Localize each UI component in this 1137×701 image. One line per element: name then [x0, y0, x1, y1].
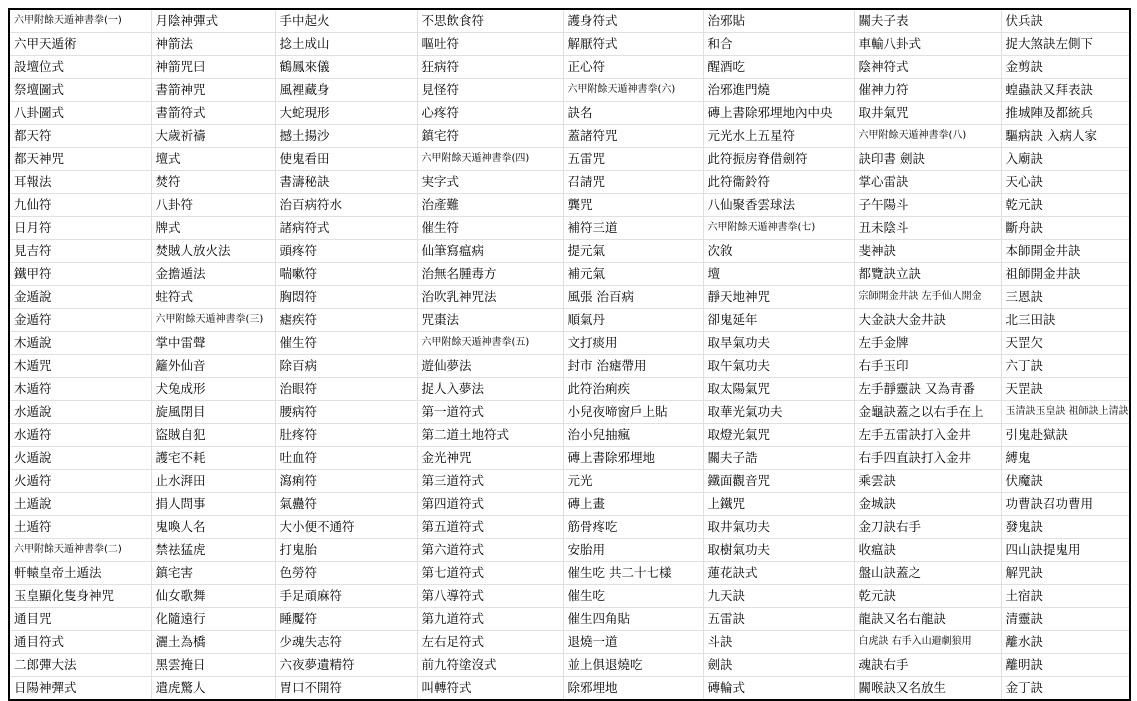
table-row — [9, 654, 1130, 677]
table-row — [9, 493, 1130, 516]
table-cell[interactable]: 治百病符水 — [275, 194, 417, 217]
table-cell[interactable]: 蓮花訣式 — [703, 562, 854, 585]
table-body — [9, 9, 1130, 700]
table-cell[interactable]: 安胎用 — [563, 539, 703, 562]
table-cell[interactable]: 咒棗法 — [417, 309, 563, 332]
table-cell[interactable]: 風裡藏身 — [275, 79, 417, 102]
table-cell[interactable]: 天罡欠 — [1001, 332, 1130, 355]
table-cell[interactable]: 除百病 — [275, 355, 417, 378]
table-cell[interactable]: 磚上書除邪埋地 — [563, 447, 703, 470]
table-cell[interactable]: 第三道符式 — [417, 470, 563, 493]
table-cell[interactable]: 金剪訣 — [1001, 56, 1130, 79]
table-cell[interactable]: 取井氣咒 — [854, 102, 1001, 125]
table-cell[interactable]: 解厭符式 — [563, 33, 703, 56]
table-cell[interactable]: 伏魔訣 — [1001, 470, 1130, 493]
table-cell[interactable]: 胸悶符 — [275, 286, 417, 309]
table-cell[interactable]: 右手玉印 — [854, 355, 1001, 378]
table-cell[interactable]: 第二道土地符式 — [417, 424, 563, 447]
table-cell[interactable]: 三恩訣 — [1001, 286, 1130, 309]
table-cell[interactable]: 磚上書除邪埋地內中央 — [703, 102, 854, 125]
table-cell[interactable]: 磚輪式 — [703, 677, 854, 701]
table-cell[interactable]: 退燒一道 — [563, 631, 703, 654]
table-cell[interactable]: 八仙聚香雲球法 — [703, 194, 854, 217]
table-cell[interactable]: 元光 — [563, 470, 703, 493]
table-cell[interactable]: 縛鬼 — [1001, 447, 1130, 470]
table-cell[interactable]: 金丁訣 — [1005, 680, 1044, 695]
table-cell[interactable]: 書箭符式 — [151, 102, 275, 125]
table-cell[interactable]: 筋骨疼吃 — [563, 516, 703, 539]
table-cell[interactable]: 軒轅皇帝土遁法 — [9, 562, 151, 585]
table-cell[interactable]: 祖師開金井訣 — [1001, 263, 1130, 286]
table-cell[interactable]: 大金訣大金井訣 — [854, 309, 1001, 332]
table-cell[interactable]: 土遁說 — [9, 493, 151, 516]
table-cell[interactable]: 斐神訣 — [854, 240, 1001, 263]
table-cell[interactable]: 六甲附餘天遁神書拳(三) — [151, 309, 275, 332]
table-cell[interactable]: 治眼符 — [275, 378, 417, 401]
table-row — [9, 125, 1130, 148]
table-cell[interactable]: 九仙符 — [9, 194, 151, 217]
table-cell[interactable]: 掌中雷聲 — [151, 332, 275, 355]
table-cell[interactable]: 除邪埋地 — [563, 677, 703, 701]
table-cell[interactable]: 掌心雷訣 — [854, 171, 1001, 194]
table-cell[interactable]: 離明訣 — [1001, 654, 1130, 677]
table-cell[interactable]: 諸病符式 — [275, 217, 417, 240]
table-cell[interactable]: 車輸八卦式 — [854, 33, 1001, 56]
table-cell[interactable]: 和合 — [703, 33, 854, 56]
table-cell[interactable]: 喘嗽符 — [275, 263, 417, 286]
table-cell[interactable]: 嘔吐符 — [417, 33, 563, 56]
table-cell[interactable]: 六夜夢遺精符 — [275, 654, 417, 677]
table-cell[interactable]: 四山訣提鬼用 — [1001, 539, 1130, 562]
table-cell[interactable]: 左右足符式 — [417, 631, 563, 654]
table-cell[interactable]: 二郎彈大法 — [9, 654, 151, 677]
table-cell[interactable]: 火遁說 — [9, 447, 151, 470]
table-cell[interactable]: 關夫子誥 — [703, 447, 854, 470]
table-row — [9, 309, 1130, 332]
table-row — [9, 171, 1130, 194]
table-cell[interactable]: 提元氣 — [563, 240, 703, 263]
table-cell[interactable]: 土宿訣 — [1001, 585, 1130, 608]
table-row — [9, 539, 1130, 562]
table-cell[interactable]: 捉人入夢法 — [417, 378, 563, 401]
table-cell[interactable]: 召請咒 — [563, 171, 703, 194]
table-row — [9, 79, 1130, 102]
table-cell[interactable]: 治小兒抽瘋 — [563, 424, 703, 447]
table-cell[interactable]: 魂訣右手 — [854, 654, 1001, 677]
table-cell[interactable]: 木遁符 — [9, 378, 151, 401]
table-cell[interactable]: 此符振房脊借劍符 — [703, 148, 854, 171]
table-cell[interactable]: 斷舟訣 — [1001, 217, 1130, 240]
table-row — [9, 240, 1130, 263]
table-cell[interactable]: 清靈訣 — [1001, 608, 1130, 631]
table-cell[interactable]: 手中起火 — [275, 9, 417, 33]
table-cell[interactable]: 頭疼符 — [275, 240, 417, 263]
table-cell[interactable]: 解咒訣 — [1001, 562, 1130, 585]
table-cell[interactable]: 金刀訣右手 — [854, 516, 1001, 539]
table-cell[interactable]: 金城訣 — [854, 493, 1001, 516]
table-cell[interactable]: 祭壇圖式 — [9, 79, 151, 102]
table-cell[interactable]: 設壇位式 — [9, 56, 151, 79]
table-cell[interactable]: 実字式 — [417, 171, 563, 194]
table-cell[interactable]: 斗訣 — [703, 631, 854, 654]
table-cell[interactable]: 六丁訣 — [1001, 355, 1130, 378]
table-cell[interactable]: 乘雲訣 — [854, 470, 1001, 493]
table-cell[interactable]: 八卦符 — [151, 194, 275, 217]
table-cell[interactable]: 催生吃 — [563, 585, 703, 608]
table-row — [9, 562, 1130, 585]
table-cell[interactable]: 取井氣功夫 — [703, 516, 854, 539]
table-cell[interactable]: 乾元訣 — [854, 585, 1001, 608]
table-cell[interactable]: 瘧疾符 — [275, 309, 417, 332]
table-row — [9, 217, 1130, 240]
table-cell[interactable]: 都天符 — [9, 125, 151, 148]
table-cell[interactable]: 醒酒吃 — [703, 56, 854, 79]
table-cell[interactable]: 都天神咒 — [9, 148, 151, 171]
table-cell[interactable]: 吐血符 — [275, 447, 417, 470]
table-cell[interactable]: 取午氣功夫 — [703, 355, 854, 378]
table-cell[interactable]: 少魂失志符 — [275, 631, 417, 654]
table-row — [9, 355, 1130, 378]
table-cell[interactable]: 取太陽氣咒 — [703, 378, 854, 401]
table-cell[interactable]: 大歲祈禱 — [151, 125, 275, 148]
table-cell[interactable]: 前九符塗沒式 — [417, 654, 563, 677]
table-cell[interactable]: 次敘 — [703, 240, 854, 263]
table-cell[interactable]: 推城陣及都統兵 — [1001, 102, 1130, 125]
table-cell[interactable]: 護宅不耗 — [151, 447, 275, 470]
table-cell[interactable]: 通目符式 — [9, 631, 151, 654]
table-cell[interactable]: 治無名腫毒方 — [417, 263, 563, 286]
table-cell[interactable]: 卻鬼延年 — [703, 309, 854, 332]
table-cell[interactable]: 撼土揚沙 — [275, 125, 417, 148]
table-cell[interactable]: 六甲附餘天遁神書拳(五) — [417, 332, 563, 355]
table-cell[interactable]: 八卦圖式 — [9, 102, 151, 125]
table-row — [9, 33, 1130, 56]
table-cell[interactable]: 瀉痢符 — [275, 470, 417, 493]
table-row — [9, 585, 1130, 608]
table-cell[interactable]: 禁祛猛虎 — [151, 539, 275, 562]
table-cell[interactable]: 治邪進門燒 — [703, 79, 854, 102]
table-row — [9, 286, 1130, 309]
table-cell[interactable]: 第八導符式 — [417, 585, 563, 608]
table-cell[interactable]: 九天訣 — [703, 585, 854, 608]
table-cell[interactable]: 五雷訣 — [703, 608, 854, 631]
table-cell[interactable]: 離水訣 — [1001, 631, 1130, 654]
table-cell[interactable]: 取華光氣功夫 — [703, 401, 854, 424]
table-cell[interactable]: 驅病訣 入病人家 — [1001, 125, 1130, 148]
table-cell[interactable]: 見怪符 — [417, 79, 563, 102]
table-cell[interactable]: 盜賊自犯 — [151, 424, 275, 447]
table-row — [9, 608, 1130, 631]
table-cell[interactable]: 宗師開金井訣 左手仙人開金 — [854, 286, 1001, 309]
table-cell[interactable]: 灑土為橋 — [151, 631, 275, 654]
table-cell[interactable]: 催生符 — [417, 217, 563, 240]
table-cell[interactable]: 仙女歌舞 — [151, 585, 275, 608]
table-cell[interactable]: 催神力符 — [854, 79, 1001, 102]
table-row — [9, 447, 1130, 470]
talisman-index-table — [8, 8, 1131, 701]
table-cell[interactable]: 護身符式 — [563, 9, 703, 33]
table-cell[interactable]: 順氣丹 — [563, 309, 703, 332]
table-cell[interactable]: 蓋諸符咒 — [563, 125, 703, 148]
table-cell[interactable]: 金遁說 — [9, 286, 151, 309]
table-cell[interactable]: 收瘟訣 — [854, 539, 1001, 562]
table-cell[interactable]: 北三田訣 — [1001, 309, 1130, 332]
table-cell[interactable]: 六甲天遁術 — [9, 33, 151, 56]
table-cell[interactable]: 月陰神彈式 — [151, 9, 275, 33]
table-row — [9, 194, 1130, 217]
table-cell[interactable]: 劍訣 — [703, 654, 854, 677]
table-cell[interactable]: 文打痰用 — [563, 332, 703, 355]
table-cell[interactable]: 此符衞鈴符 — [703, 171, 854, 194]
table-cell[interactable]: 取旱氣功夫 — [703, 332, 854, 355]
table-cell[interactable]: 神箭法 — [151, 33, 275, 56]
table-cell[interactable]: 打鬼胎 — [275, 539, 417, 562]
table-cell[interactable]: 六甲附餘天遁神書拳(二) — [9, 539, 151, 562]
table-cell[interactable]: 催生四角貼 — [563, 608, 703, 631]
table-cell[interactable]: 催生符 — [275, 332, 417, 355]
table-cell[interactable]: 補元氣 — [563, 263, 703, 286]
table-cell[interactable]: 乾元訣 — [1001, 194, 1130, 217]
table-cell[interactable]: 金龜訣蓋之以右手在上 — [854, 401, 1001, 424]
table-cell[interactable]: 大小便不通符 — [275, 516, 417, 539]
table-row — [9, 516, 1130, 539]
table-cell[interactable]: 籬外仙音 — [151, 355, 275, 378]
table-row — [9, 56, 1130, 79]
table-cell[interactable]: 訣印書 劍訣 — [854, 148, 1001, 171]
table-row — [9, 332, 1130, 355]
table-cell[interactable]: 伏兵訣 — [1001, 9, 1130, 33]
table-cell[interactable]: 色勞符 — [275, 562, 417, 585]
table-cell[interactable]: 止水湃田 — [151, 470, 275, 493]
table-cell[interactable]: 靜天地神咒 — [703, 286, 854, 309]
table-cell[interactable]: 上鐵咒 — [703, 493, 854, 516]
table-cell[interactable]: 天罡訣 — [1001, 378, 1130, 401]
table-cell[interactable]: 捐人問事 — [151, 493, 275, 516]
table-cell[interactable]: 第九道符式 — [417, 608, 563, 631]
table-cell[interactable]: 壇式 — [151, 148, 275, 171]
table-cell[interactable]: 手足頑麻符 — [275, 585, 417, 608]
table-cell[interactable]: 訣名 — [563, 102, 703, 125]
table-cell[interactable]: 黑雲掩日 — [151, 654, 275, 677]
table-cell[interactable]: 天心訣 — [1001, 171, 1130, 194]
table-cell[interactable]: 六甲附餘天遁神書拳(四) — [417, 148, 563, 171]
table-cell[interactable]: 胃口不開符 — [275, 677, 417, 701]
table-cell[interactable]: 第一道符式 — [417, 401, 563, 424]
table-row — [9, 424, 1130, 447]
table-cell[interactable]: 六甲附餘天遁神書拳(一) — [9, 9, 151, 33]
table-cell[interactable]: 六甲附餘天遁神書拳(八) — [854, 125, 1001, 148]
table-cell[interactable]: 書箭神咒 — [151, 79, 275, 102]
table-cell[interactable]: 水遁符 — [9, 424, 151, 447]
table-cell[interactable]: 磚上畫 — [563, 493, 703, 516]
table-cell[interactable]: 正心符 — [563, 56, 703, 79]
table-cell[interactable]: 六甲附餘天遁神書拳(七) — [703, 217, 854, 240]
table-cell[interactable]: 蛀符式 — [151, 286, 275, 309]
table-cell[interactable]: 旋風閉目 — [151, 401, 275, 424]
table-cell[interactable]: 鐵甲符 — [9, 263, 151, 286]
table-cell[interactable]: 鐵面觀音咒 — [703, 470, 854, 493]
table-cell[interactable]: 催生吃 共二十七樣 — [563, 562, 703, 585]
table-cell[interactable]: 玉皇顯化隻身神咒 — [9, 585, 151, 608]
table-cell[interactable]: 氣蠱符 — [275, 493, 417, 516]
table-cell[interactable]: 此符治痢疾 — [563, 378, 703, 401]
table-cell[interactable]: 五雷咒 — [563, 148, 703, 171]
table-cell[interactable]: 遣虎驚人 — [151, 677, 275, 701]
table-cell[interactable]: 遊仙夢法 — [417, 355, 563, 378]
table-row — [9, 470, 1130, 493]
table-cell[interactable]: 仙筆寫瘟病 — [417, 240, 563, 263]
table-cell[interactable]: 神箭咒曰 — [151, 56, 275, 79]
table-cell[interactable]: 取樹氣功夫 — [703, 539, 854, 562]
table-cell[interactable]: 日月符 — [9, 217, 151, 240]
table-cell[interactable]: 入廟訣 — [1001, 148, 1130, 171]
table-cell[interactable]: 鎮宅害 — [151, 562, 275, 585]
table-row — [9, 9, 1130, 33]
table-cell[interactable]: 六甲附餘天遁神書拳(六) — [563, 79, 703, 102]
table-cell[interactable]: 焚賊人放火法 — [151, 240, 275, 263]
table-cell[interactable]: 鶴鳳來儀 — [275, 56, 417, 79]
table-cell[interactable]: 白虎訣 右手入山避劇狼用 — [854, 631, 1001, 654]
table-cell[interactable]: 土遁符 — [9, 516, 151, 539]
table-cell[interactable]: 牌式 — [151, 217, 275, 240]
table-cell[interactable]: 右手四直訣打入金井 — [854, 447, 1001, 470]
table-row — [9, 401, 1130, 424]
table-cell[interactable]: 大蛇現形 — [275, 102, 417, 125]
table-cell[interactable]: 左手金牌 — [854, 332, 1001, 355]
table-cell[interactable]: 都覽訣立訣 — [854, 263, 1001, 286]
table-cell[interactable]: 耳報法 — [9, 171, 151, 194]
table-cell[interactable]: 龍訣又名右龍訣 — [854, 608, 1001, 631]
table-cell[interactable]: 左手五雷訣打入金井 — [854, 424, 1001, 447]
table-cell[interactable]: 焚符 — [151, 171, 275, 194]
table-cell[interactable]: 本師開金井訣 — [1001, 240, 1130, 263]
table-cell[interactable]: 第五道符式 — [417, 516, 563, 539]
table-cell[interactable]: 盤山訣蓋之 — [854, 562, 1001, 585]
table-cell[interactable]: 壇 — [703, 263, 854, 286]
table-cell[interactable]: 封市 治瘧帶用 — [563, 355, 703, 378]
table-cell[interactable]: 金擔遁法 — [151, 263, 275, 286]
table-row — [9, 148, 1130, 171]
table-cell[interactable]: 關夫子表 — [854, 9, 1001, 33]
table-cell[interactable]: 犬兔成形 — [151, 378, 275, 401]
table-cell[interactable]: 日陽神彈式 — [9, 677, 151, 701]
table-cell[interactable]: 火遁符 — [9, 470, 151, 493]
table-cell[interactable]: 第四道符式 — [417, 493, 563, 516]
table-cell[interactable]: 左手靜靈訣 又為青番 — [854, 378, 1001, 401]
table-cell[interactable]: 陰神符式 — [854, 56, 1001, 79]
table-cell[interactable]: 第六道符式 — [417, 539, 563, 562]
table-cell[interactable]: 捉大煞訣左側下 — [1001, 33, 1130, 56]
table-cell[interactable]: 金光神咒 — [417, 447, 563, 470]
table-cell[interactable]: 叫轉符式 — [417, 677, 563, 701]
table-row — [9, 631, 1130, 654]
table-cell[interactable]: 關喉訣又名放生 — [854, 677, 1001, 701]
table-cell[interactable]: 水遁說 — [9, 401, 151, 424]
table-cell[interactable]: 睡魘符 — [275, 608, 417, 631]
table-row — [9, 677, 1130, 701]
table-cell[interactable]: 發鬼訣 — [1001, 516, 1130, 539]
table-cell[interactable]: 通目咒 — [9, 608, 151, 631]
table-cell[interactable]: 取燈光氣咒 — [703, 424, 854, 447]
table-cell[interactable]: 治邪貼 — [703, 9, 854, 33]
table-cell[interactable]: 木遁說 — [9, 332, 151, 355]
table-cell[interactable]: 治產難 — [417, 194, 563, 217]
table-cell[interactable]: 書濤秘訣 — [275, 171, 417, 194]
table-row — [9, 263, 1130, 286]
table-cell[interactable]: 蝗蟲訣又拜表訣 — [1001, 79, 1130, 102]
table-cell[interactable]: 鎮宅符 — [417, 125, 563, 148]
table-row — [9, 102, 1130, 125]
table-cell[interactable]: 捻土成山 — [275, 33, 417, 56]
table-row — [9, 378, 1130, 401]
table-cell[interactable]: 引鬼赴獄訣 — [1001, 424, 1130, 447]
table-cell[interactable]: 子午陽斗 — [854, 194, 1001, 217]
table-cell[interactable]: 木遁咒 — [9, 355, 151, 378]
table-cell[interactable]: 化隨遠行 — [151, 608, 275, 631]
table-cell[interactable]: 補符三道 — [563, 217, 703, 240]
table-cell[interactable]: 狂病符 — [417, 56, 563, 79]
table-cell[interactable]: 龔咒 — [563, 194, 703, 217]
table-cell[interactable]: 丑未陰斗 — [854, 217, 1001, 240]
table-cell[interactable]: 治吹乳神咒法 — [417, 286, 563, 309]
table-cell[interactable]: 見吉符 — [9, 240, 151, 263]
table-cell[interactable]: 並上俱退燒吃 — [563, 654, 703, 677]
table-cell[interactable]: 鬼喚人名 — [151, 516, 275, 539]
table-cell[interactable]: 心疼符 — [417, 102, 563, 125]
table-cell[interactable]: 腰病符 — [275, 401, 417, 424]
table-cell[interactable]: 功曹訣召功曹用 — [1001, 493, 1130, 516]
table-cell[interactable]: 使鬼看田 — [275, 148, 417, 171]
table-cell[interactable]: 不思飲食符 — [417, 9, 563, 33]
table-cell[interactable]: 金遁符 — [9, 309, 151, 332]
table-cell[interactable]: 元光水上五星符 — [703, 125, 854, 148]
table-cell[interactable]: 小兒夜啼窗戶上貼 — [563, 401, 703, 424]
table-cell[interactable]: 風張 治百病 — [563, 286, 703, 309]
table-cell[interactable]: 第七道符式 — [417, 562, 563, 585]
table-cell[interactable]: 玉清訣玉皇訣 祖師訣上清訣 — [1001, 401, 1130, 424]
table-cell[interactable]: 肚疼符 — [275, 424, 417, 447]
